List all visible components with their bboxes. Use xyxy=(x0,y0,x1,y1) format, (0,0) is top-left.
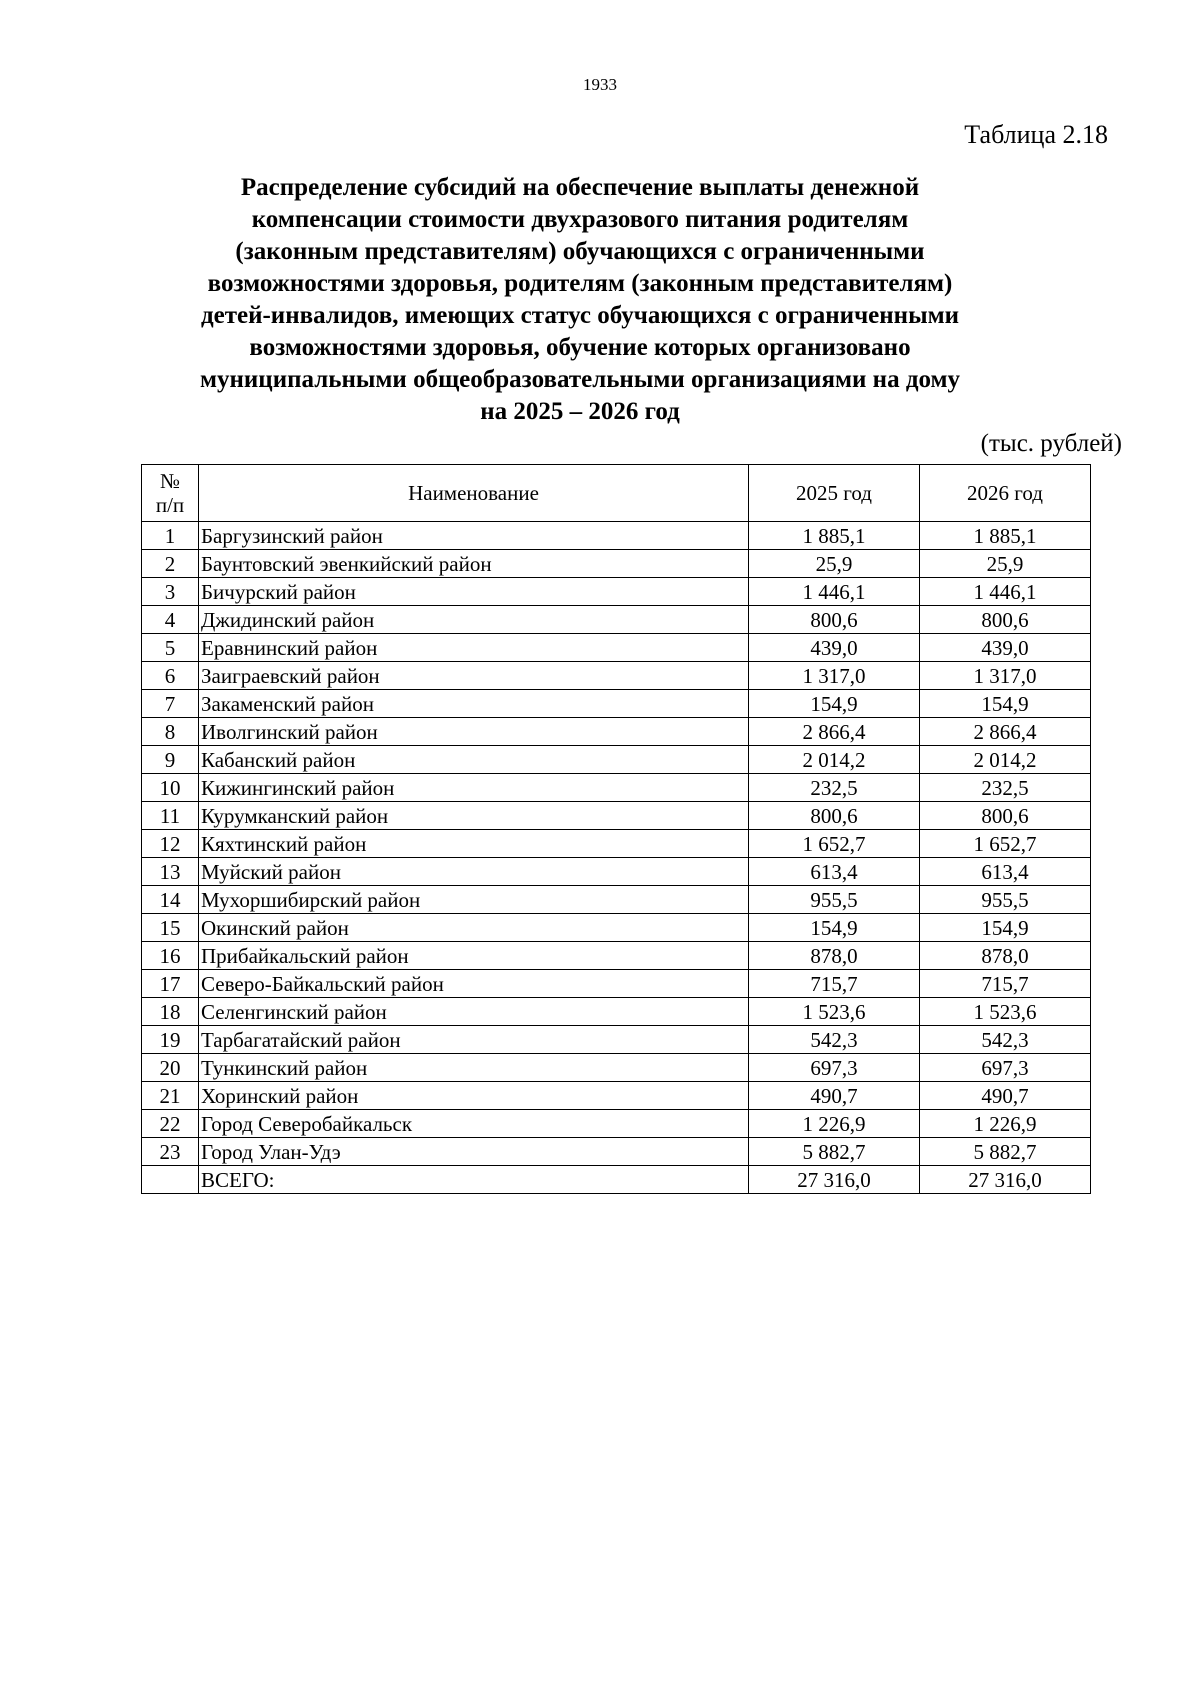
row-number: 23 xyxy=(142,1138,199,1166)
row-name: Хоринский район xyxy=(199,1082,749,1110)
row-value-2025: 2 866,4 xyxy=(749,718,920,746)
table-row xyxy=(142,886,1091,914)
row-value-2025: 5 882,7 xyxy=(749,1138,920,1166)
table-row xyxy=(142,578,1091,606)
title-line: (законным представителям) обучающихся с ограниченными xyxy=(235,238,925,265)
row-value-2025: 490,7 xyxy=(749,1082,920,1110)
row-number: 1 xyxy=(142,522,199,550)
row-number: 13 xyxy=(142,858,199,886)
row-value-2026: 232,5 xyxy=(920,774,1091,802)
row-number: 22 xyxy=(142,1110,199,1138)
row-value-2026: 697,3 xyxy=(920,1054,1091,1082)
header-number-sign: № xyxy=(159,469,181,493)
row-value-2025: 232,5 xyxy=(749,774,920,802)
row-value-2025: 1 885,1 xyxy=(749,522,920,550)
table-row xyxy=(142,1110,1091,1138)
row-number: 12 xyxy=(142,830,199,858)
row-name: Северо-Байкальский район xyxy=(199,970,749,998)
document-title xyxy=(140,172,1020,428)
row-name: Иволгинский район xyxy=(199,718,749,746)
row-value-2026: 439,0 xyxy=(920,634,1091,662)
row-value-2025: 955,5 xyxy=(749,886,920,914)
table-row xyxy=(142,942,1091,970)
row-name: Бичурский район xyxy=(199,578,749,606)
header-name: Наименование xyxy=(199,465,749,522)
table-row xyxy=(142,858,1091,886)
table-row xyxy=(142,746,1091,774)
table-row xyxy=(142,1082,1091,1110)
row-name: Джидинский район xyxy=(199,606,749,634)
row-value-2025: 25,9 xyxy=(749,550,920,578)
row-number: 19 xyxy=(142,1026,199,1054)
row-value-2026: 1 226,9 xyxy=(920,1110,1091,1138)
table-row xyxy=(142,998,1091,1026)
row-name: Кяхтинский район xyxy=(199,830,749,858)
row-number: 9 xyxy=(142,746,199,774)
row-value-2026: 2 014,2 xyxy=(920,746,1091,774)
table-row xyxy=(142,802,1091,830)
row-number: 21 xyxy=(142,1082,199,1110)
table-row xyxy=(142,550,1091,578)
row-value-2026: 1 523,6 xyxy=(920,998,1091,1026)
header-number xyxy=(142,465,199,522)
table-row xyxy=(142,970,1091,998)
title-line: Распределение субсидий на обеспечение выплаты денежной xyxy=(240,174,920,201)
table-header-row xyxy=(142,465,1091,522)
table-row xyxy=(142,634,1091,662)
page-number: 1933 xyxy=(583,75,617,94)
title-line: на 2025 – 2026 год xyxy=(480,398,680,425)
row-value-2026: 1 317,0 xyxy=(920,662,1091,690)
row-value-2026: 613,4 xyxy=(920,858,1091,886)
title-line: муниципальными общеобразовательными организациями на дому xyxy=(199,366,961,393)
row-value-2025: 1 523,6 xyxy=(749,998,920,1026)
table-row xyxy=(142,690,1091,718)
row-value-2025: 1 652,7 xyxy=(749,830,920,858)
row-value-2025: 1 226,9 xyxy=(749,1110,920,1138)
title-line: детей-инвалидов, имеющих статус обучающихся с ограниченными xyxy=(200,302,960,329)
row-number: 15 xyxy=(142,914,199,942)
table-row xyxy=(142,1026,1091,1054)
row-value-2025: 439,0 xyxy=(749,634,920,662)
row-name: Кижингинский район xyxy=(199,774,749,802)
header-year-2025: 2025 год xyxy=(749,465,920,522)
table-row xyxy=(142,774,1091,802)
row-value-2026: 878,0 xyxy=(920,942,1091,970)
table-label: Таблица 2.18 xyxy=(964,120,1108,149)
row-name: Окинский район xyxy=(199,914,749,942)
row-value-2026: 1 885,1 xyxy=(920,522,1091,550)
row-value-2026: 1 446,1 xyxy=(920,578,1091,606)
row-value-2025: 2 014,2 xyxy=(749,746,920,774)
row-number: 20 xyxy=(142,1054,199,1082)
row-number: 5 xyxy=(142,634,199,662)
row-value-2026: 800,6 xyxy=(920,802,1091,830)
subsidy-table xyxy=(141,464,1091,1194)
header-year-2026: 2026 год xyxy=(920,465,1091,522)
row-number: 6 xyxy=(142,662,199,690)
row-name: Тарбагатайский район xyxy=(199,1026,749,1054)
row-value-2025: 154,9 xyxy=(749,690,920,718)
row-name: Курумканский район xyxy=(199,802,749,830)
row-number: 4 xyxy=(142,606,199,634)
row-value-2025: 800,6 xyxy=(749,606,920,634)
row-number: 3 xyxy=(142,578,199,606)
row-name: Баунтовский эвенкийский район xyxy=(199,550,749,578)
row-name: Селенгинский район xyxy=(199,998,749,1026)
row-name: Прибайкальский район xyxy=(199,942,749,970)
row-number: 14 xyxy=(142,886,199,914)
row-value-2025: 878,0 xyxy=(749,942,920,970)
row-value-2025: 715,7 xyxy=(749,970,920,998)
table-row xyxy=(142,1138,1091,1166)
row-name: Баргузинский район xyxy=(199,522,749,550)
row-value-2026: 542,3 xyxy=(920,1026,1091,1054)
row-value-2025: 542,3 xyxy=(749,1026,920,1054)
row-number: 7 xyxy=(142,690,199,718)
row-value-2025: 1 446,1 xyxy=(749,578,920,606)
table-row xyxy=(142,830,1091,858)
row-value-2025: 1 317,0 xyxy=(749,662,920,690)
row-value-2026: 1 652,7 xyxy=(920,830,1091,858)
table-row xyxy=(142,914,1091,942)
units-label: (тыс. рублей) xyxy=(980,430,1122,457)
row-value-2025: 27 316,0 xyxy=(749,1166,920,1194)
header-number-abbr: п/п xyxy=(155,493,185,517)
row-value-2026: 25,9 xyxy=(920,550,1091,578)
row-name: Город Улан-Удэ xyxy=(199,1138,749,1166)
row-number: 8 xyxy=(142,718,199,746)
row-value-2026: 800,6 xyxy=(920,606,1091,634)
row-number: 11 xyxy=(142,802,199,830)
row-value-2026: 490,7 xyxy=(920,1082,1091,1110)
row-value-2026: 154,9 xyxy=(920,914,1091,942)
row-value-2025: 697,3 xyxy=(749,1054,920,1082)
row-name: ВСЕГО: xyxy=(199,1166,749,1194)
title-line: компенсации стоимости двухразового питания родителям xyxy=(251,206,909,233)
row-value-2026: 2 866,4 xyxy=(920,718,1091,746)
table-total-row xyxy=(142,1166,1091,1194)
row-number: 18 xyxy=(142,998,199,1026)
row-number: 17 xyxy=(142,970,199,998)
row-value-2026: 715,7 xyxy=(920,970,1091,998)
row-name: Тункинский район xyxy=(199,1054,749,1082)
row-name: Еравнинский район xyxy=(199,634,749,662)
table-row xyxy=(142,1054,1091,1082)
table-row xyxy=(142,606,1091,634)
row-number xyxy=(142,1166,199,1194)
row-name: Закаменский район xyxy=(199,690,749,718)
row-number: 10 xyxy=(142,774,199,802)
row-name: Муйский район xyxy=(199,858,749,886)
row-value-2025: 800,6 xyxy=(749,802,920,830)
row-number: 2 xyxy=(142,550,199,578)
row-name: Кабанский район xyxy=(199,746,749,774)
row-value-2026: 955,5 xyxy=(920,886,1091,914)
row-value-2025: 613,4 xyxy=(749,858,920,886)
row-value-2026: 27 316,0 xyxy=(920,1166,1091,1194)
row-name: Заиграевский район xyxy=(199,662,749,690)
row-number: 16 xyxy=(142,942,199,970)
row-name: Мухоршибирский район xyxy=(199,886,749,914)
row-name: Город Северобайкальск xyxy=(199,1110,749,1138)
table-row xyxy=(142,522,1091,550)
title-line: возможностями здоровья, родителям (законным представителям) xyxy=(207,270,953,297)
table-row xyxy=(142,718,1091,746)
row-value-2026: 154,9 xyxy=(920,690,1091,718)
row-value-2026: 5 882,7 xyxy=(920,1138,1091,1166)
title-line: возможностями здоровья, обучение которых организовано xyxy=(249,334,911,361)
table-row xyxy=(142,662,1091,690)
row-value-2025: 154,9 xyxy=(749,914,920,942)
